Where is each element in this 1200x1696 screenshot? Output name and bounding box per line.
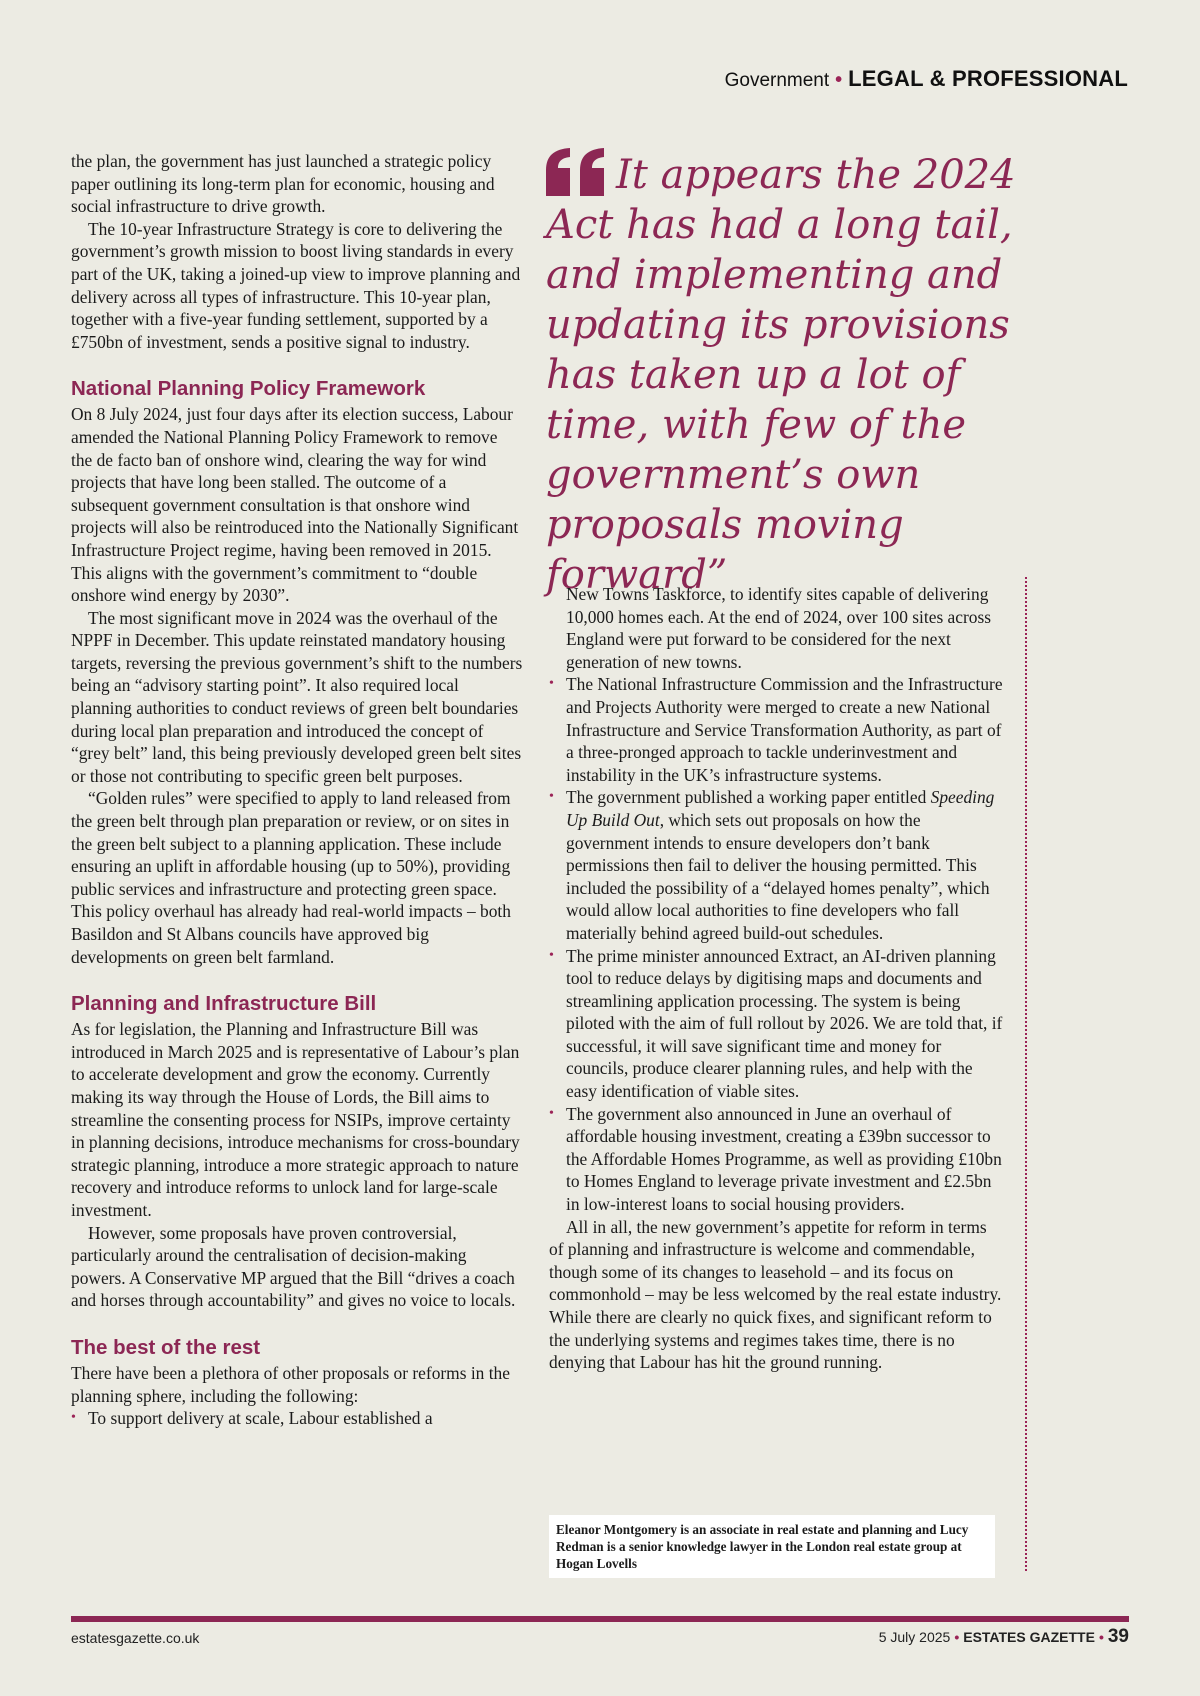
footer-folio [879,1626,1129,1648]
bullet-item: • The government also announced in June an overhaul of affordable housing investment, creating a £39bn successor to the Affordable Homes Programme, as well as providing £10bn to Homes England to leverage private investment and £2.5bn in low-interest loans to social housing providers. [549,1103,1004,1216]
pull-quote [546,150,1066,600]
pull-quote-text: It appears the 2024 Act has had a long tail, and implementing and updating its provisions has taken up a lot of time, with few of the government’s own proposals moving forward” [546,152,1016,598]
body-paragraph: On 8 July 2024, just four days after its election success, Labour amended the National Planning Policy Framework to remove the de facto ban of onshore wind, clearing the way for wind projects that have long been stalled. The outcome of a subsequent government consultation is that onshore wind projects will also be reintroduced into the Nationally Significant Infrastructure Project regime, having been removed in 2015. This aligns with the government’s commitment to “double onshore wind energy by 2030”. [71,404,519,606]
footer-publication: ESTATES GAZETTE [963,1629,1095,1645]
bullet-item [549,786,1004,944]
header-separator-dot: • [835,69,843,91]
body-paragraph: All in all, the new government’s appetite for reform in terms of planning and infrastructure is welcome and commendable, though some of its changes to leasehold – and its focus on commonhold – may be less welcomed by the real estate industry. While there are clearly no quick fixes, and significant reform to the underlying systems and regimes takes time, there is no denying that Labour has hit the ground running. [549,1216,1002,1373]
body-paragraph: However, some proposals have proven controversial, particularly around the centralisation of decision-making powers. A Conservative MP argued that the Bill “drives a coach and horses through accountability” and gives no voice to locals. [71,1222,516,1311]
body-paragraph: As for legislation, the Planning and Infrastructure Bill was introduced in March 2025 and is representative of Labour’s plan to accelerate development and grow the economy. Currently making its way through the House of Lords, the Bill aims to streamline the consenting process for NSIPs, improve certainty in planning decisions, introduce mechanisms for cross-boundary strategic planning, introduce a more strategic approach to nature recovery and introduce reforms to unlock land for large-scale investment. [71,1019,520,1220]
bullet-text: The government published a working paper entitled [566,787,931,808]
footer-date: 5 July 2025 [878,1629,951,1645]
body-paragraph: The 10-year Infrastructure Strategy is core to delivering the government’s growth mission to boost living standards in every part of the UK, taking a joined-up view to improve planning and delivery across all types of infrastructure. This 10-year plan, together with a five-year funding settlement, supported by a £750bn of investment, sends a positive signal to industry. [71,218,521,352]
footer-website: estatesgazette.co.uk [71,1630,200,1646]
dotted-divider [1025,577,1027,1571]
footer-separator-dot: • [954,1629,960,1645]
bullet-continuation: New Towns Taskforce, to identify sites capable of delivering 10,000 homes each. At the end of 2024, over 100 sites across England were put forward to be considered for the next generation of new towns. [566,584,992,672]
bullet-item: • The prime minister announced Extract, an AI-driven planning tool to reduce delays by digitising maps and documents and streamlining application processing. The system is being piloted with the aim of full rollout by 2026. We are told that, if successful, it will save significant time and money for councils, produce clearer planning rules, and help with the easy identification of viable sites. [549,945,1004,1103]
header-section: Government [724,70,830,91]
body-paragraph: “Golden rules” were specified to apply to land released from the green belt through plan preparation or review, or on sites in the green belt subject to a planning application. These include ensuring an uplift in affordable housing (up to 50%), providing public services and infrastructure and protecting green space. This policy overhaul has already had real-world impacts – both Basildon and St Albans councils have approved big developments on green belt farmland. [71,788,511,967]
header-subsection: LEGAL & PROFESSIONAL [848,66,1128,91]
subheading-nppf: National Planning Policy Framework [71,377,426,401]
subheading-planning-bill: Planning and Infrastructure Bill [71,992,377,1016]
footer-separator-dot: • [1098,1629,1104,1645]
left-column [71,150,523,1430]
bullet-list [549,673,1004,1215]
bullet-item: • The National Infrastructure Commission and the Infrastructure and Projects Authority were merged to create a new National Infrastructure and Service Transformation Authority, as part of a three-pronged approach to tackle underinvestment and instability in the UK’s infrastructure systems. [549,673,1004,786]
running-header [725,66,1128,92]
body-paragraph: The most significant move in 2024 was the overhaul of the NPPF in December. This update reinstated mandatory housing targets, reversing the previous government’s shift to the numbers being an “advisory starting point”. It also required local planning authorities to conduct reviews of green belt boundaries during local plan preparation and introduced the concept of “grey belt” land, this being previously developed green belt sites or those not contributing to specific green belt purposes. [71,607,523,786]
author-bio: Eleanor Montgomery is an associate in real estate and planning and Lucy Redman is a senior knowledge lawyer in the London real estate group at Hogan Lovells [549,1515,995,1578]
right-column [549,583,1004,1374]
page-number: 39 [1107,1626,1129,1647]
paper-title: Speeding Up Build Out [566,787,995,830]
bullet-list [71,1407,523,1430]
bullet-item: • To support delivery at scale, Labour established a [71,1407,523,1430]
bullet-text: , which sets out proposals on how the government intends to ensure developers don’t bank permissions then fail to deliver the housing permitted. This included the possibility of a “delayed homes penalty”, which would allow local authorities to fine developers who fall materially behind agreed build-out schedules. [566,809,990,943]
subheading-best-of-rest: The best of the rest [71,1335,261,1359]
body-paragraph: the plan, the government has just launched a strategic policy paper outlining its long-term plan for economic, housing and social infrastructure to drive growth. [71,151,495,217]
footer-rule [71,1616,1129,1622]
body-paragraph: There have been a plethora of other proposals or reforms in the planning sphere, including the following: [71,1362,510,1406]
quote-mark-icon [546,148,608,196]
